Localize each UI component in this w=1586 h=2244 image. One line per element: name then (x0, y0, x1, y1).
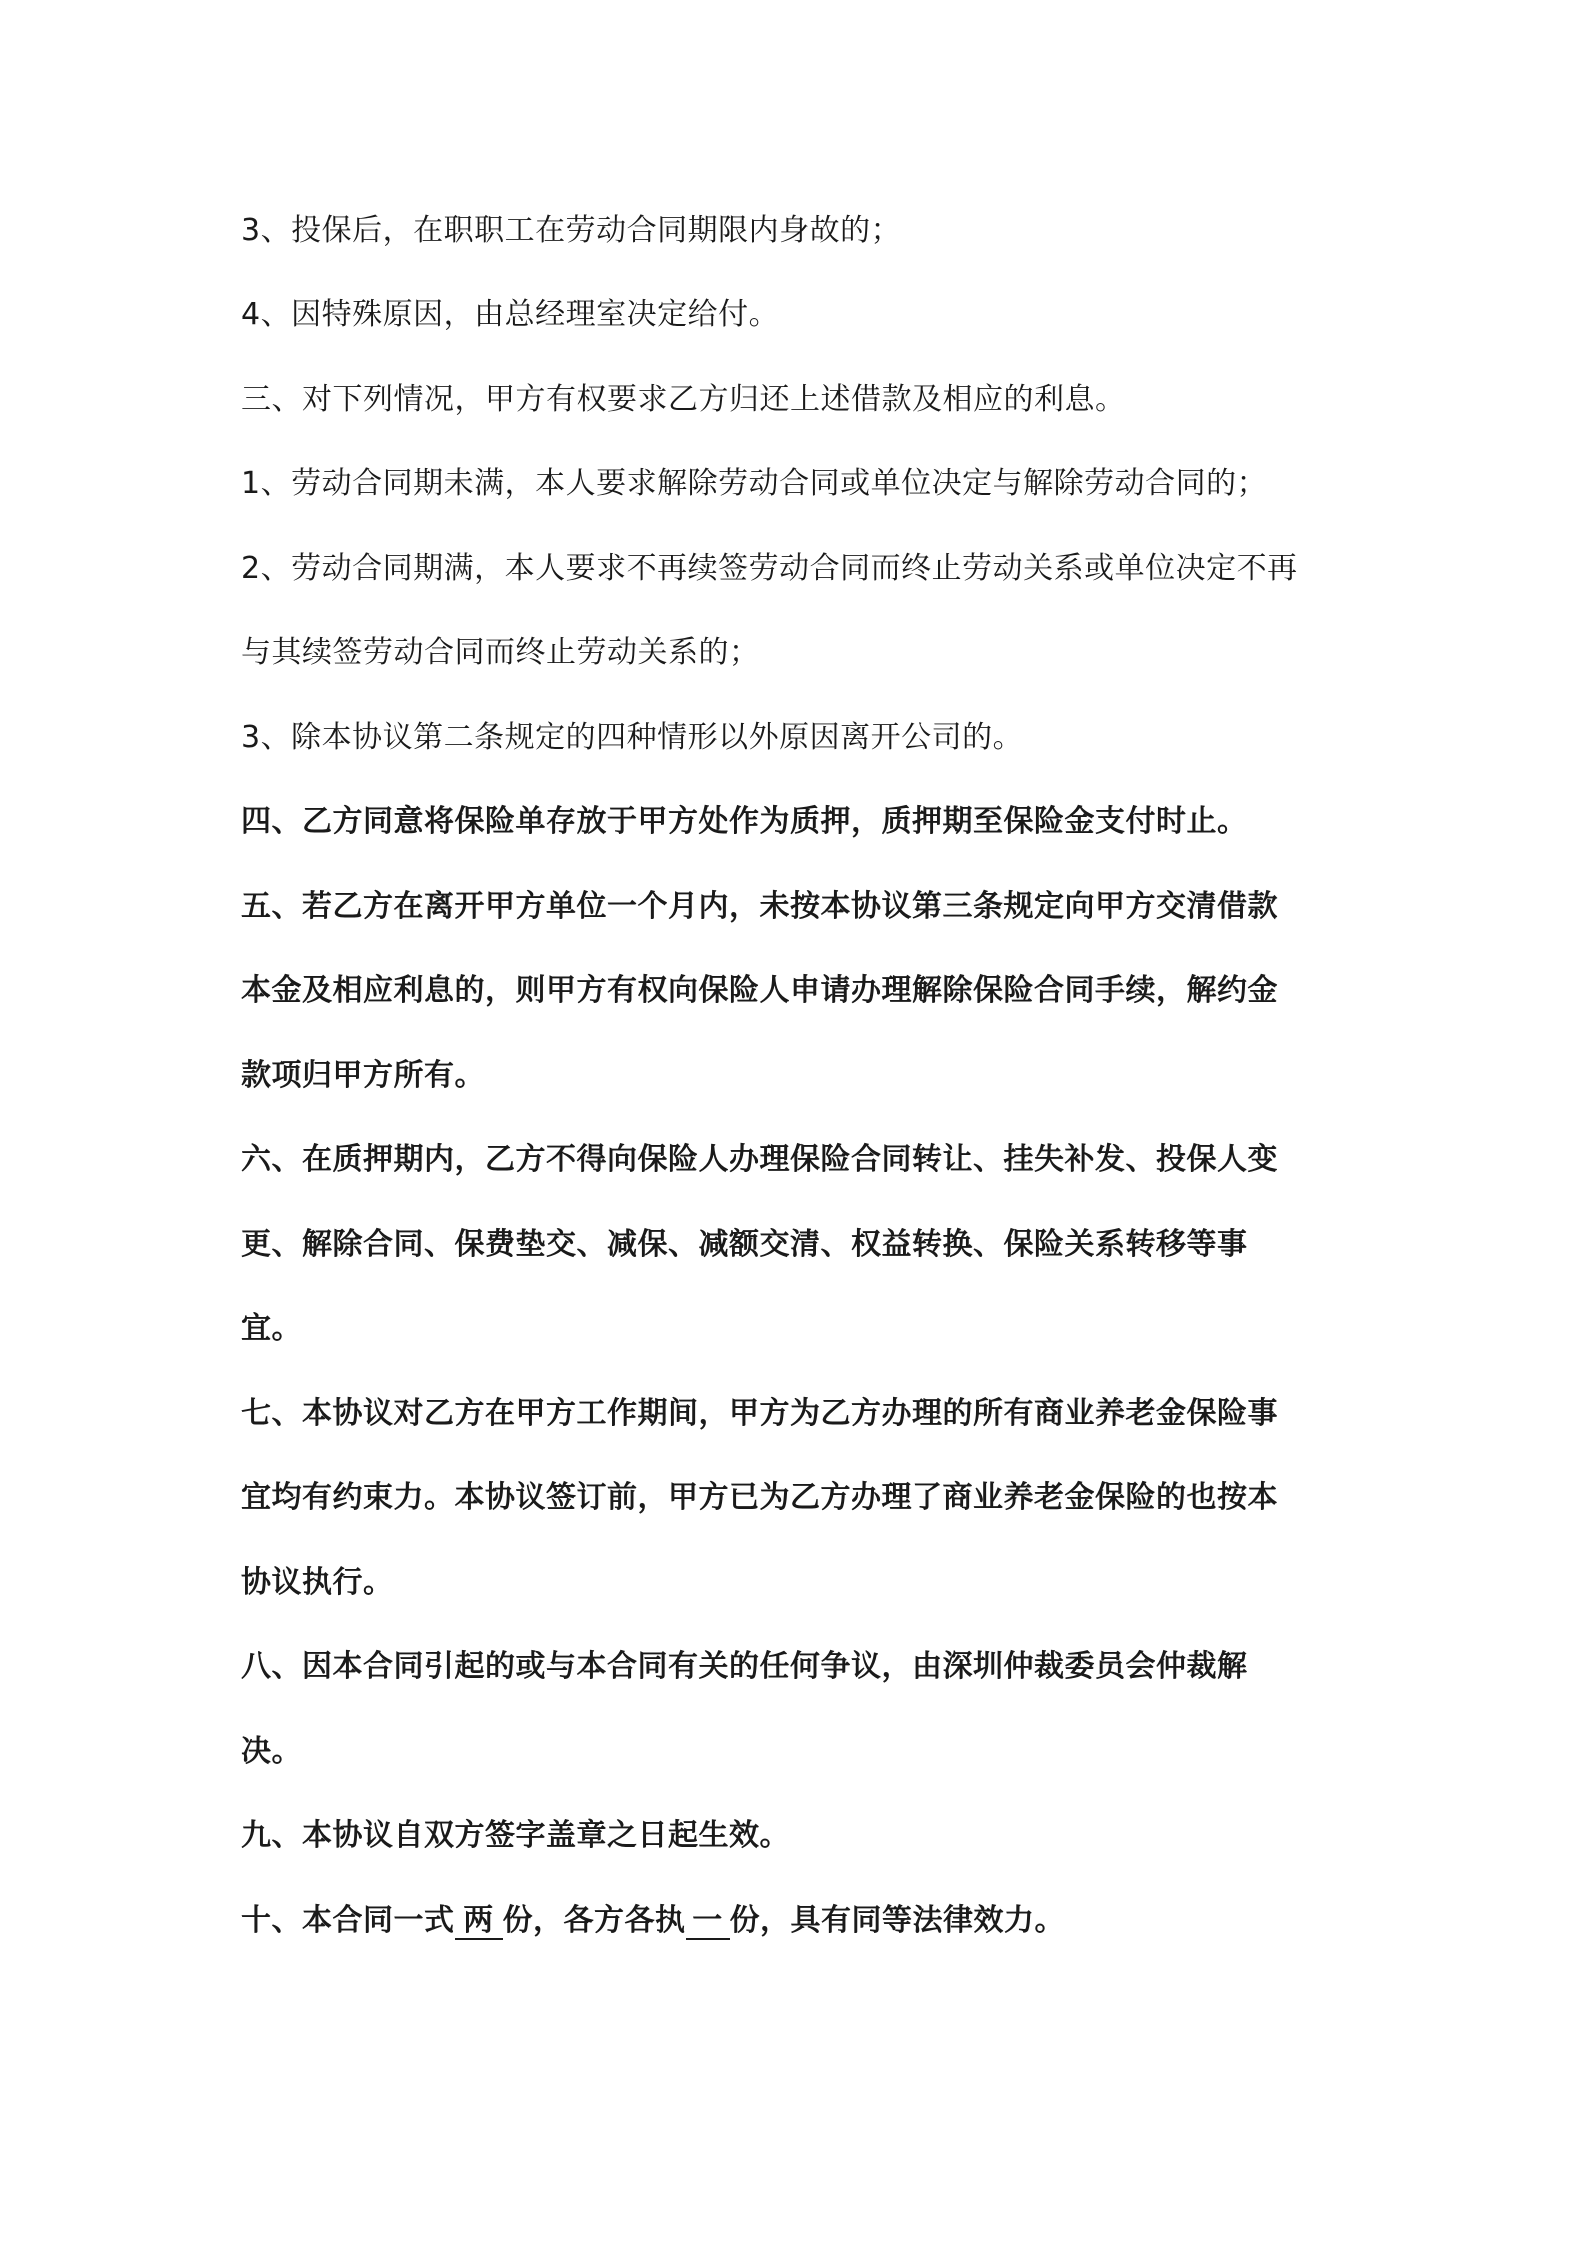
clause-10-middle: 份，各方各执 (502, 1903, 686, 1938)
clause-7-line-2: 宜均有约束力。本协议签订前，甲方已为乙方办理了商业养老金保险的也按本 (241, 1480, 1278, 1515)
clause-10 (241, 1901, 1065, 1941)
clause-3-item-2-line-2: 与其续签劳动合同而终止劳动关系的； (241, 635, 760, 670)
copies-each-blank: 一 (686, 1904, 730, 1940)
clause-2-item-4: 4、因特殊原因，由总经理室决定给付。 (241, 297, 780, 332)
clause-8-line-2: 决。 (241, 1734, 302, 1769)
clause-7-line-3: 协议执行。 (241, 1565, 394, 1600)
copies-total-blank: 两 (455, 1904, 503, 1940)
clause-10-prefix: 十、本合同一式 (241, 1903, 455, 1938)
clause-7-line-1: 七、本协议对乙方在甲方工作期间，甲方为乙方办理的所有商业养老金保险事 (241, 1396, 1278, 1431)
clause-5-line-3: 款项归甲方所有。 (241, 1058, 485, 1093)
clause-3-heading: 三、对下列情况，甲方有权要求乙方归还上述借款及相应的利息。 (241, 382, 1126, 417)
clause-10-suffix: 份，具有同等法律效力。 (729, 1903, 1065, 1938)
clause-9: 九、本协议自双方签字盖章之日起生效。 (241, 1818, 790, 1853)
clause-4: 四、乙方同意将保险单存放于甲方处作为质押，质押期至保险金支付时止。 (241, 804, 1248, 839)
clause-6-line-1: 六、在质押期内，乙方不得向保险人办理保险合同转让、挂失补发、投保人变 (241, 1142, 1278, 1177)
clause-6-line-3: 宜。 (241, 1311, 302, 1346)
clause-5-line-1: 五、若乙方在离开甲方单位一个月内，未按本协议第三条规定向甲方交清借款 (241, 889, 1278, 924)
clause-8-line-1: 八、因本合同引起的或与本合同有关的任何争议，由深圳仲裁委员会仲裁解 (241, 1649, 1248, 1684)
clause-3-item-2-line-1: 2、劳动合同期满，本人要求不再续签劳动合同而终止劳动关系或单位决定不再 (241, 551, 1298, 586)
clause-2-item-3: 3、投保后，在职职工在劳动合同期限内身故的； (241, 213, 902, 248)
clause-6-line-2: 更、解除合同、保费垫交、减保、减额交清、权益转换、保险关系转移等事 (241, 1227, 1248, 1262)
clause-3-item-1: 1、劳动合同期未满，本人要求解除劳动合同或单位决定与解除劳动合同的； (241, 466, 1268, 501)
clause-5-line-2: 本金及相应利息的，则甲方有权向保险人申请办理解除保险合同手续，解约金 (241, 973, 1278, 1008)
clause-3-item-3: 3、除本协议第二条规定的四种情形以外原因离开公司的。 (241, 720, 1024, 755)
